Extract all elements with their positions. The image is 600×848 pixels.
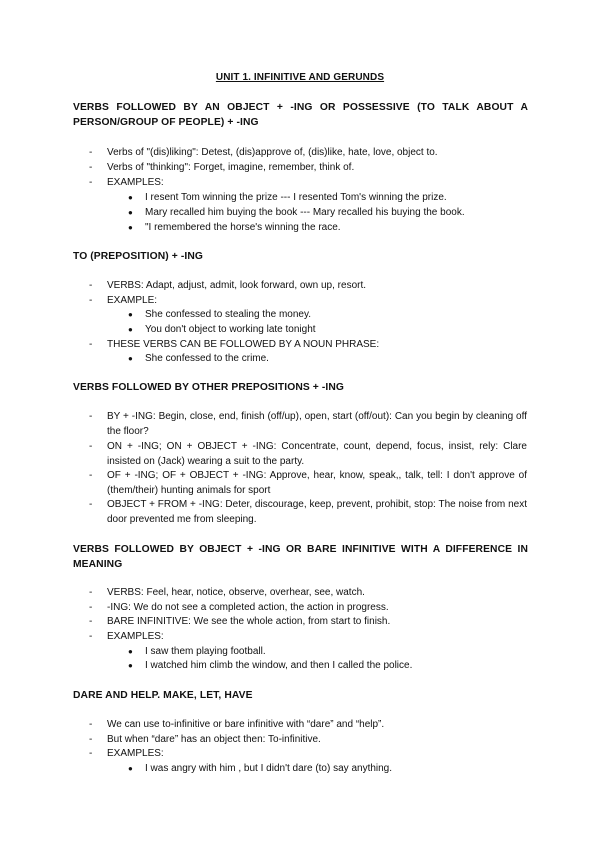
section-heading-object-ing: VERBS FOLLOWED BY AN OBJECT + -ING OR POSSESSIVE (TO TALK ABOUT A PERSON/GROUP OF PEOPLE) + -ING [73,102,528,128]
dash-marker: - [89,499,93,510]
list-item: We can use to-infinitive or bare infinitive with “dare” and “help”. [107,719,385,730]
bullet-marker: ● [128,310,133,319]
list-item: OF + -ING; OF + OBJECT + -ING: Approve, hear, know, speak,, talk, tell: I don't approve of (them/their) hunting animals for sport [107,470,527,496]
list-item: VERBS: Feel, hear, notice, observe, overhear, see, watch. [107,587,365,598]
dash-marker: - [89,748,93,759]
dash-marker: - [89,147,93,158]
list-item: But when “dare” has an object then: To-infinitive. [107,734,321,745]
example-item: "I remembered the horse's winning the race. [145,222,341,233]
dash-marker: - [89,631,93,642]
section-heading-other-prepositions: VERBS FOLLOWED BY OTHER PREPOSITIONS + -ING [73,382,344,393]
section-heading-dare-help: DARE AND HELP. MAKE, LET, HAVE [73,690,253,701]
dash-marker: - [89,587,93,598]
example-item: She confessed to the crime. [145,353,269,364]
page-title: UNIT 1. INFINITIVE AND GERUNDS [215,72,385,83]
dash-marker: - [89,295,93,306]
dash-marker: - [89,280,93,291]
section-heading-bare-infinitive: VERBS FOLLOWED BY OBJECT + -ING OR BARE INFINITIVE WITH A DIFFERENCE IN MEANING [73,544,528,570]
list-item: Verbs of "(dis)liking": Detest, (dis)approve of, (dis)like, hate, love, object to. [107,147,438,158]
dash-marker: - [89,339,93,350]
list-item: Verbs of "thinking": Forget, imagine, remember, think of. [107,162,355,173]
bullet-marker: ● [128,354,133,363]
bullet-marker: ● [128,764,133,773]
bullet-marker: ● [128,647,133,656]
list-item: THESE VERBS CAN BE FOLLOWED BY A NOUN PHRASE: [107,339,380,350]
list-item: OBJECT + FROM + -ING: Deter, discourage, keep, prevent, prohibit, stop: The noise from next door prevented me from sleeping. [107,499,527,525]
example-item: I was angry with him , but I didn't dare (to) say anything. [145,763,393,774]
example-item: She confessed to stealing the money. [145,309,312,320]
dash-marker: - [89,719,93,730]
dash-marker: - [89,616,93,627]
list-item: ON + -ING; ON + OBJECT + -ING: Concentrate, count, depend, focus, insist, rely: Clare insisted on (Jack) wearing a suit to the party. [107,441,527,467]
list-item: EXAMPLES: [107,177,164,188]
dash-marker: - [89,162,93,173]
list-item: EXAMPLE: [107,295,158,306]
example-item: I saw them playing football. [145,646,266,657]
list-item: BARE INFINITIVE: We see the whole action, from start to finish. [107,616,391,627]
bullet-marker: ● [128,661,133,670]
list-item: BY + -ING: Begin, close, end, finish (off/up), open, start (off/out): Can you begin by cleaning off the floor? [107,411,527,437]
section-heading-to-preposition: TO (PREPOSITION) + -ING [73,251,203,262]
example-item: I watched him climb the window, and then I called the police. [145,660,413,671]
bullet-marker: ● [128,193,133,202]
dash-marker: - [89,734,93,745]
dash-marker: - [89,441,93,452]
bullet-marker: ● [128,208,133,217]
dash-marker: - [89,470,93,481]
list-item: EXAMPLES: [107,748,164,759]
dash-marker: - [89,411,93,422]
example-item: You don't object to working late tonight [145,324,316,335]
bullet-marker: ● [128,223,133,232]
dash-marker: - [89,602,93,613]
list-item: VERBS: Adapt, adjust, admit, look forward, own up, resort. [107,280,367,291]
example-item: I resent Tom winning the prize --- I resented Tom's winning the prize. [145,192,447,203]
example-item: Mary recalled him buying the book --- Mary recalled his buying the book. [145,207,465,218]
dash-marker: - [89,177,93,188]
list-item: EXAMPLES: [107,631,164,642]
bullet-marker: ● [128,325,133,334]
list-item: -ING: We do not see a completed action, the action in progress. [107,602,389,613]
